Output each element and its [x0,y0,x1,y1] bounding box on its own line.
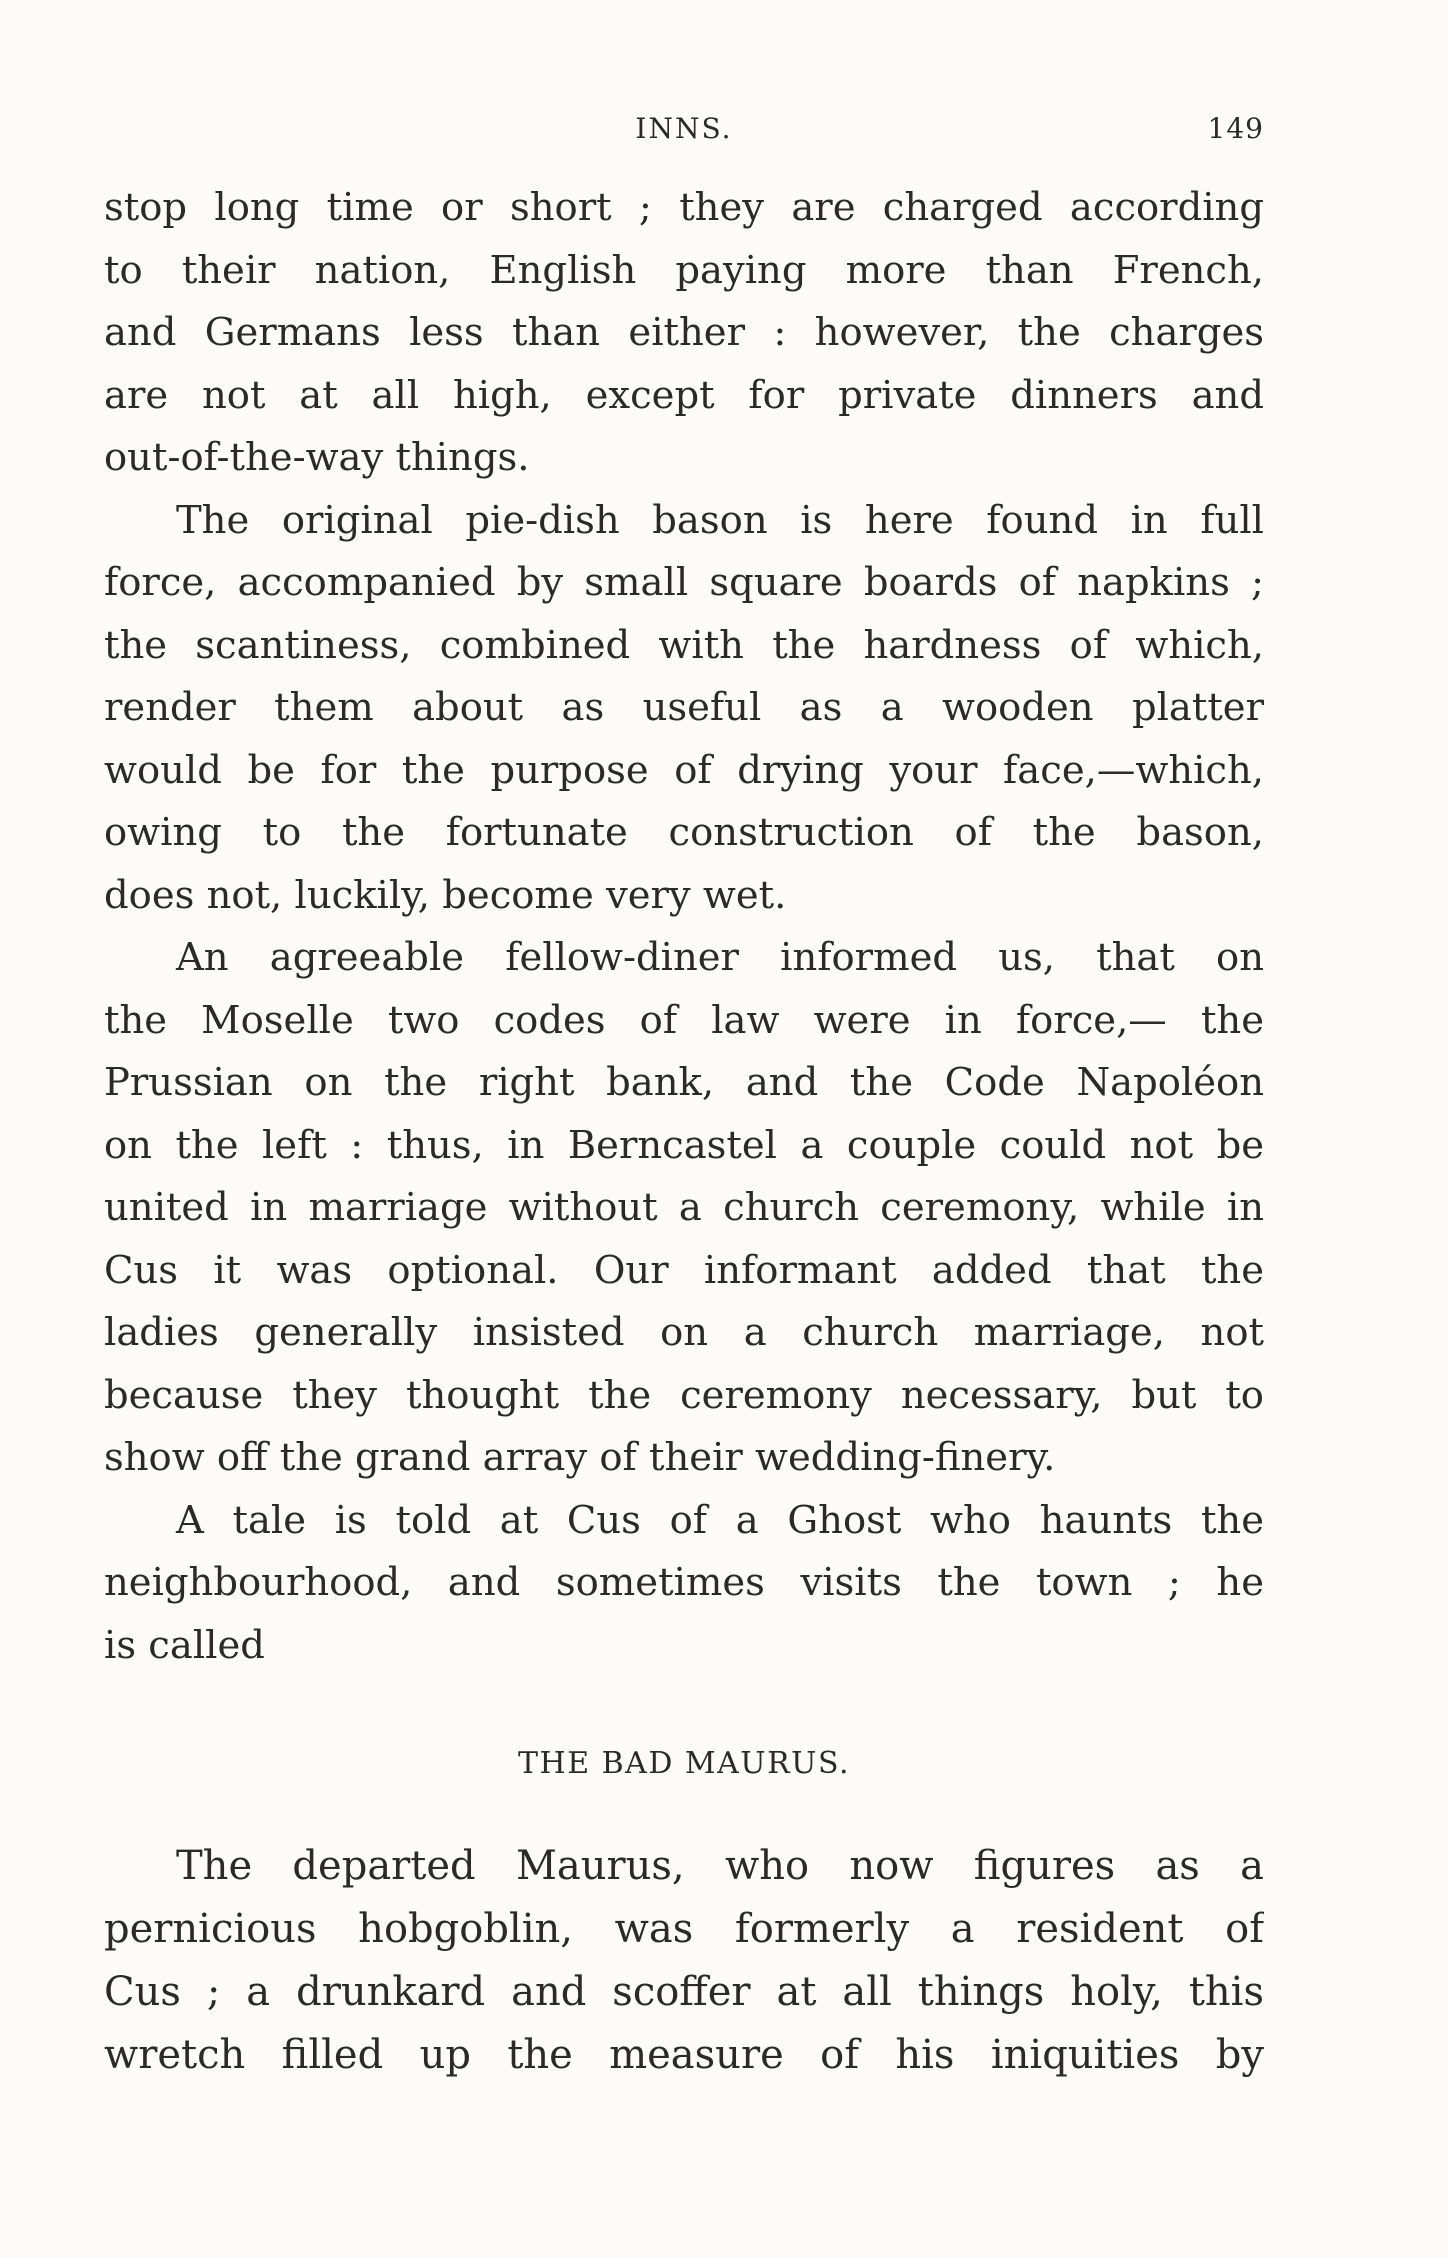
text-line: The original pie-dish bason is here found in full [176,497,1264,543]
text-line: wretch filled up the measure of his iniquities by [104,2032,1264,2078]
text-line: stop long time or short ; they are charged according [104,185,1264,230]
text-line: on the left : thus, in Berncastel a couple could not be [104,1122,1264,1168]
text-line: Prussian on the right bank, and the Code Napoléon [104,1060,1264,1105]
section-heading: THE BAD MAURUS. [518,1746,850,1781]
running-head [104,112,1264,162]
text-line: A tale is told at Cus of a Ghost who haunts the [176,1497,1264,1543]
text-line: to their nation, English paying more than French, [104,247,1264,293]
text-line: Cus ; a drunkard and scoffer at all things holy, this [104,1969,1264,2015]
text-line: show off the grand array of their wedding-finery. [104,1435,1056,1480]
text-line: Cus it was optional. Our informant added that the [104,1247,1264,1293]
text-line: The departed Maurus, who now figures as a [176,1843,1264,1889]
body-text-continued [104,1835,1264,2087]
text-line: render them about as useful as a wooden platter [104,685,1264,730]
running-title: INNS. [635,112,733,145]
text-line: An agreeable fellow-diner informed us, that on [176,935,1264,980]
page-number: 149 [1207,112,1264,145]
text-line: and Germans less than either : however, the charges [104,310,1264,355]
text-line: neighbourhood, and sometimes visits the town ; he [104,1560,1264,1605]
text-line: ladies generally insisted on a church marriage, not [104,1310,1264,1355]
text-line: out-of-the-way things. [104,435,530,480]
text-line: would be for the purpose of drying your face,—which, [104,747,1264,793]
text-line: united in marriage without a church ceremony, while in [104,1185,1264,1230]
text-line: is called [104,1622,265,1668]
text-line: the Moselle two codes of law were in force,— the [104,997,1264,1043]
text-line: force, accompanied by small square boards of napkins ; [104,560,1264,605]
text-line: the scantiness, combined with the hardness of which, [104,622,1264,668]
text-line: does not, luckily, become very wet. [104,872,787,918]
text-line: are not at all high, except for private dinners and [104,372,1264,418]
text-line: pernicious hobgoblin, was formerly a resident of [104,1906,1264,1952]
body-text [104,177,1264,1677]
text-line: owing to the fortunate construction of the bason, [104,810,1264,855]
text-line: because they thought the ceremony necessary, but to [104,1372,1264,1418]
